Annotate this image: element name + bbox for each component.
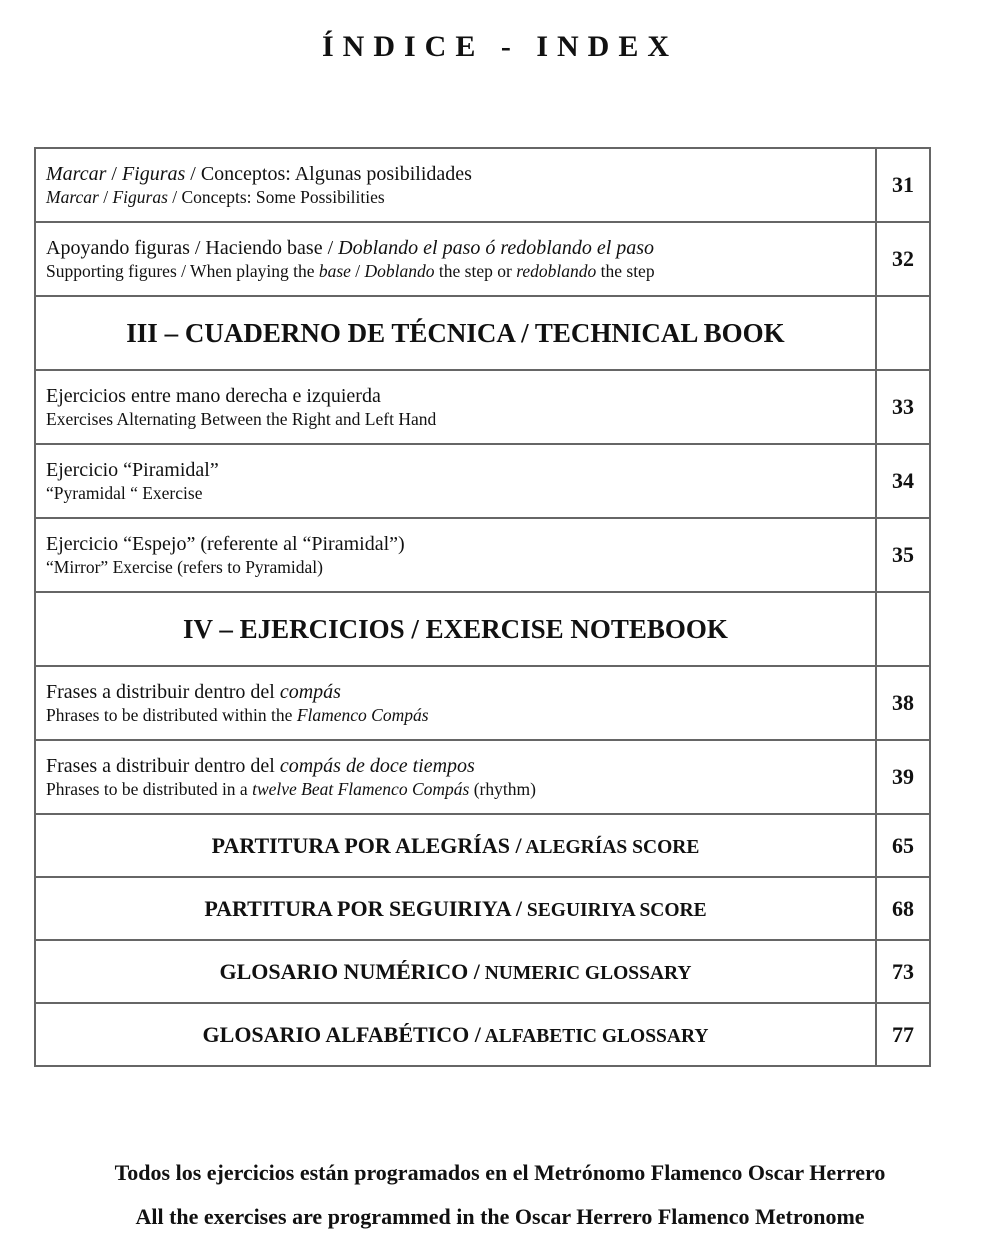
- major-entry-en: ALEGRÍAS SCORE: [521, 836, 700, 858]
- section-heading: IV – EJERCICIOS / EXERCISE NOTEBOOK: [35, 592, 876, 666]
- entry-text: [35, 370, 876, 444]
- entry-text: [35, 222, 876, 296]
- italic-text: redoblando: [516, 261, 597, 281]
- page-number-empty: [876, 296, 930, 370]
- italic-text: Marcar: [46, 163, 107, 185]
- text-segment: “Mirror” Exercise (refers to Pyramidal): [46, 557, 323, 577]
- section-row: [35, 296, 930, 370]
- italic-text: Doblando: [364, 261, 435, 281]
- index-entry: [35, 740, 930, 814]
- index-entry: [35, 518, 930, 592]
- page-number: 73: [876, 940, 930, 1003]
- major-entry-en: ALFABETIC GLOSSARY: [480, 1025, 709, 1047]
- section-heading: III – CUADERNO DE TÉCNICA / TECHNICAL BOOK: [35, 296, 876, 370]
- text-segment: Ejercicio “Espejo” (referente al “Piramidal”): [46, 533, 405, 555]
- index-entry-major: [35, 814, 930, 877]
- entry-title-es: [46, 162, 875, 186]
- major-entry-es: PARTITURA POR ALEGRÍAS /: [211, 832, 522, 858]
- text-segment: / Concepts: Some Possibilities: [167, 187, 385, 207]
- text-segment: Phrases to be distributed in a: [46, 779, 253, 799]
- major-entry-es: GLOSARIO NUMÉRICO /: [219, 958, 480, 984]
- italic-text: compás de doce tiempos: [279, 755, 475, 777]
- index-entry: [35, 148, 930, 222]
- index-entry: [35, 370, 930, 444]
- text-segment: Ejercicio “Piramidal”: [46, 459, 219, 481]
- major-entry-text: [35, 814, 876, 877]
- index-entry-major: [35, 1003, 930, 1066]
- page-number: 39: [876, 740, 930, 814]
- entry-title-en: [46, 186, 875, 208]
- section-row: [35, 592, 930, 666]
- text-segment: “Pyramidal “ Exercise: [46, 483, 203, 503]
- index-entry: [35, 666, 930, 740]
- italic-text: base: [318, 261, 351, 281]
- page-number: 68: [876, 877, 930, 940]
- entry-title-es: [46, 754, 875, 778]
- index-entry: [35, 222, 930, 296]
- index-entry: [35, 444, 930, 518]
- italic-text: twelve Beat Flamenco Compás: [252, 779, 470, 799]
- text-segment: / Conceptos: Algunas posibilidades: [185, 163, 472, 185]
- text-segment: Frases a distribuir dentro del: [46, 681, 280, 703]
- page-title: ÍNDICE - INDEX: [321, 30, 679, 63]
- page-number: 31: [876, 148, 930, 222]
- italic-text: Figuras: [121, 163, 186, 185]
- page-number-empty: [876, 592, 930, 666]
- page-number: 34: [876, 444, 930, 518]
- entry-title-en: [46, 556, 875, 578]
- entry-title-en: [46, 260, 875, 282]
- page-number: 38: [876, 666, 930, 740]
- text-segment: Frases a distribuir dentro del: [46, 755, 280, 777]
- italic-text: Flamenco Compás: [296, 705, 429, 725]
- entry-title-en: [46, 482, 875, 504]
- text-segment: Ejercicios entre mano derecha e izquierda: [46, 385, 381, 407]
- major-entry-en: NUMERIC GLOSSARY: [479, 962, 692, 984]
- text-segment: the step or: [434, 261, 517, 281]
- entry-title-en: [46, 408, 875, 430]
- page-number: 32: [876, 222, 930, 296]
- entry-text: [35, 148, 876, 222]
- italic-text: Figuras: [112, 187, 168, 207]
- index-table: [34, 147, 931, 1067]
- index-entry-major: [35, 940, 930, 1003]
- text-segment: the step: [596, 261, 655, 281]
- major-entry-text: [35, 1003, 876, 1066]
- italic-text: Marcar: [46, 187, 99, 207]
- text-segment: /: [98, 187, 113, 207]
- entry-title-en: [46, 704, 875, 726]
- entry-title-es: [46, 384, 875, 408]
- footer-note-en: All the exercises are programmed in the Oscar Herrero Flamenco Metronome: [135, 1204, 865, 1229]
- footer-note-es: Todos los ejercicios están programados en el Metrónomo Flamenco Oscar Herrero: [114, 1160, 886, 1185]
- entry-title-es: [46, 532, 875, 556]
- italic-text: compás: [279, 681, 341, 703]
- major-entry-text: [35, 877, 876, 940]
- entry-text: [35, 518, 876, 592]
- text-segment: Supporting figures / When playing the: [46, 261, 319, 281]
- entry-text: [35, 444, 876, 518]
- text-segment: /: [106, 163, 122, 185]
- major-entry-en: SEGUIRIYA SCORE: [522, 899, 707, 921]
- italic-text: Doblando el paso ó redoblando el paso: [338, 237, 655, 259]
- entry-title-es: [46, 236, 875, 260]
- index-entry-major: [35, 877, 930, 940]
- major-entry-text: [35, 940, 876, 1003]
- entry-title-es: [46, 680, 875, 704]
- page-number: 77: [876, 1003, 930, 1066]
- major-entry-es: GLOSARIO ALFABÉTICO /: [202, 1021, 481, 1047]
- text-segment: Exercises Alternating Between the Right and Left Hand: [46, 409, 437, 429]
- page-number: 33: [876, 370, 930, 444]
- page-number: 35: [876, 518, 930, 592]
- entry-title-es: [46, 458, 875, 482]
- major-entry-es: PARTITURA POR SEGUIRIYA /: [204, 895, 523, 921]
- entry-text: [35, 666, 876, 740]
- entry-title-en: [46, 778, 875, 800]
- text-segment: (rhythm): [469, 779, 536, 799]
- text-segment: /: [350, 261, 365, 281]
- text-segment: Apoyando figuras / Haciendo base /: [46, 237, 339, 259]
- page-number: 65: [876, 814, 930, 877]
- entry-text: [35, 740, 876, 814]
- text-segment: Phrases to be distributed within the: [46, 705, 297, 725]
